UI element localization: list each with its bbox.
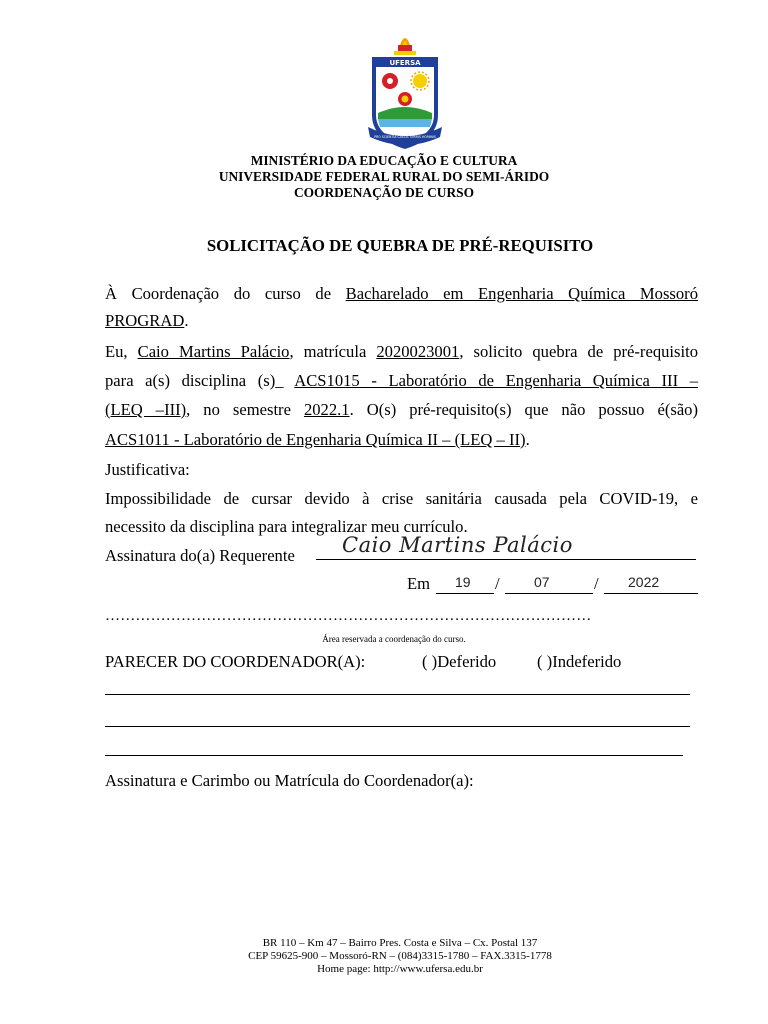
footer-address — [0, 937, 768, 976]
parecer-blank-line-3[interactable] — [105, 754, 683, 756]
date-month: 07 — [534, 574, 550, 590]
justification-label: Justificativa: — [105, 460, 190, 479]
request-line-3: Eu, Caio Martins Palácio, matrícula 2020023001, solicito quebra de pré-requisito — [105, 342, 698, 361]
institution-header — [0, 153, 768, 201]
request-line-2: PROGRAD. — [105, 311, 189, 330]
university-line: UNIVERSIDADE FEDERAL RURAL DO SEMI-ÁRIDO — [218, 169, 550, 184]
date-day-line — [436, 592, 494, 594]
parecer-label: PARECER DO COORDENADOR(A): — [105, 652, 366, 671]
date-separator: / — [495, 574, 500, 593]
dotted-separator: …………………………………………………………………………………… — [105, 608, 592, 624]
footer-homepage: Home page: http://www.ufersa.edu.br — [317, 963, 483, 975]
discipline-part1: ACS1015 - Laboratório de Engenharia Química III – — [294, 371, 699, 390]
parecer-blank-line-1[interactable] — [105, 693, 690, 695]
requester-signature-label: Assinatura do(a) Requerente — [105, 546, 295, 565]
student-id: 2020023001 — [376, 342, 460, 361]
request-line-1: À Coordenação do curso de Bacharelado em Engenharia Química Mossoró — [105, 284, 698, 303]
date-month-line — [505, 592, 593, 594]
request-line-6: ACS1011 - Laboratório de Engenharia Química II – (LEQ – II). — [105, 430, 530, 449]
coordinator-signature-label: Assinatura e Carimbo ou Matrícula do Coordenador(a): — [105, 771, 474, 790]
indeferido-option[interactable]: ( )Indeferido — [537, 652, 622, 671]
parecer-blank-line-2[interactable] — [105, 725, 690, 727]
course-name-part1: Bacharelado em Engenharia Química Mossoró — [345, 284, 698, 303]
date-label: Em — [407, 574, 431, 593]
request-line-4: para a(s) disciplina (s)_ ACS1015 - Laboratório de Engenharia Química III – — [105, 371, 699, 390]
justification-line-1: Impossibilidade de cursar devido à crise sanitária causada pela COVID-19, e — [105, 489, 698, 508]
reserved-area-note: Área reservada a coordenação do curso. — [322, 634, 466, 644]
requester-signature-line — [316, 558, 696, 560]
deferido-option[interactable]: ( )Deferido — [422, 652, 497, 671]
svg-text:PRO SCIENTIA CAELIS TERRIS HOM: PRO SCIENTIA CAELIS TERRIS HOMINIS — [374, 135, 436, 139]
request-line-5: (LEQ –III), no semestre 2022.1. O(s) pré-requisito(s) que não possuo é(são) — [105, 400, 699, 419]
footer-line-1: BR 110 – Km 47 – Bairro Pres. Costa e Silva – Cx. Postal 137 — [262, 937, 538, 949]
course-name-part2: PROGRAD — [105, 311, 185, 330]
svg-text:UFERSA: UFERSA — [389, 59, 421, 67]
coordination-line: COORDENAÇÃO DE CURSO — [293, 185, 475, 200]
date-separator: / — [594, 574, 599, 593]
date-year: 2022 — [628, 574, 660, 590]
ministry-line: MINISTÉRIO DA EDUCAÇÃO E CULTURA — [250, 153, 518, 168]
document-title: SOLICITAÇÃO DE QUEBRA DE PRÉ-REQUISITO — [206, 236, 594, 255]
discipline-part2: (LEQ –III) — [105, 400, 187, 419]
justification-line-2: necessito da disciplina para integralizar meu currículo. — [105, 517, 468, 536]
requester-signature: Caio Martins Palácio — [342, 533, 573, 557]
date-day: 19 — [455, 574, 471, 590]
prerequisite: ACS1011 - Laboratório de Engenharia Química II – (LEQ – II) — [105, 430, 526, 449]
student-name: Caio Martins Palácio — [137, 342, 290, 361]
date-year-line — [604, 592, 698, 594]
footer-line-2: CEP 59625-900 – Mossoró-RN – (084)3315-1780 – FAX.3315-1778 — [248, 950, 552, 962]
semester: 2022.1 — [303, 400, 350, 419]
ufersa-logo — [364, 27, 446, 152]
